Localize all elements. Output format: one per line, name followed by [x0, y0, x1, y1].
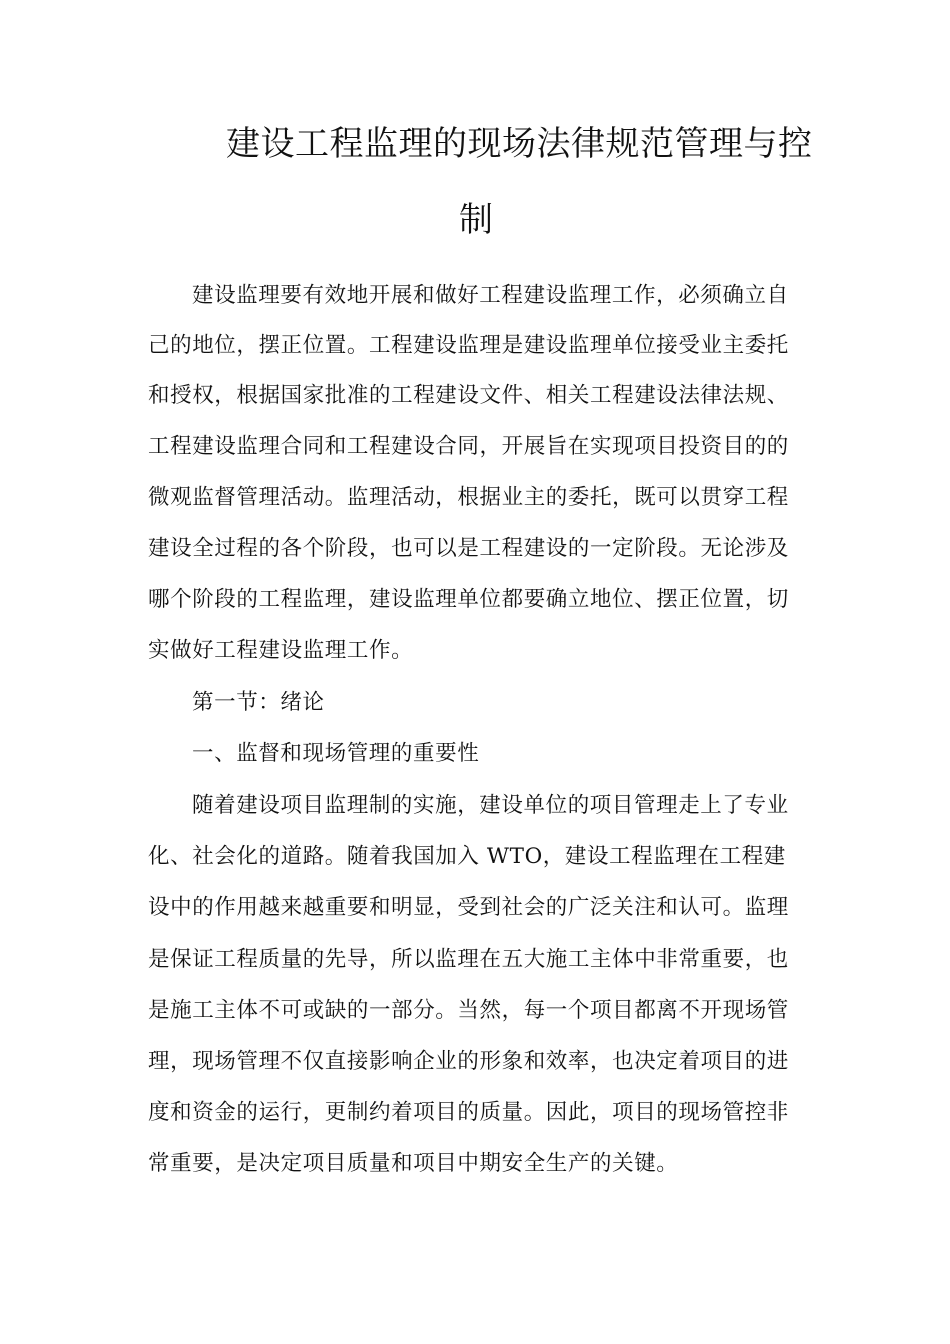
body-text-line: 理，现场管理不仅直接影响企业的形象和效率，也决定着项目的进	[148, 1049, 789, 1074]
body-text-line: 微观监督管理活动。监理活动，根据业主的委托，既可以贯穿工程	[148, 485, 789, 510]
body-text-line: 工程建设监理合同和工程建设合同，开展旨在实现项目投资目的的	[148, 434, 789, 459]
body-text-line: 设中的作用越来越重要和明显，受到社会的广泛关注和认可。监理	[148, 895, 789, 920]
document-title-line-1: 建设工程监理的现场法律规范管理与控	[226, 124, 813, 164]
body-text-line: 建设全过程的各个阶段，也可以是工程建设的一定阶段。无论涉及	[148, 536, 789, 561]
body-text-line: 是保证工程质量的先导，所以监理在五大施工主体中非常重要，也	[148, 947, 789, 972]
body-text-line: 实做好工程建设监理工作。	[148, 638, 414, 663]
subsection-heading: 一、监督和现场管理的重要性	[192, 741, 480, 766]
section-heading: 第一节：绪论	[192, 690, 325, 715]
body-text-line: 和授权，根据国家批准的工程建设文件、相关工程建设法律法规、	[148, 383, 789, 408]
body-text-line: 哪个阶段的工程监理，建设监理单位都要确立地位、摆正位置，切	[148, 587, 789, 612]
body-text-line: 随着建设项目监理制的实施，建设单位的项目管理走上了专业	[192, 793, 789, 818]
body-text-line: 化、社会化的道路。随着我国加入 WTO，建设工程监理在工程建	[148, 844, 786, 869]
body-text-line: 己的地位，摆正位置。工程建设监理是建设监理单位接受业主委托	[148, 333, 789, 358]
document-title-line-2: 制	[459, 200, 494, 240]
body-text-line: 建设监理要有效地开展和做好工程建设监理工作，必须确立自	[192, 283, 789, 308]
body-text-line: 常重要，是决定项目质量和项目中期安全生产的关键。	[148, 1151, 679, 1176]
body-text-line: 度和资金的运行，更制约着项目的质量。因此，项目的现场管控非	[148, 1100, 789, 1125]
body-text-line: 是施工主体不可或缺的一部分。当然，每一个项目都离不开现场管	[148, 998, 789, 1023]
